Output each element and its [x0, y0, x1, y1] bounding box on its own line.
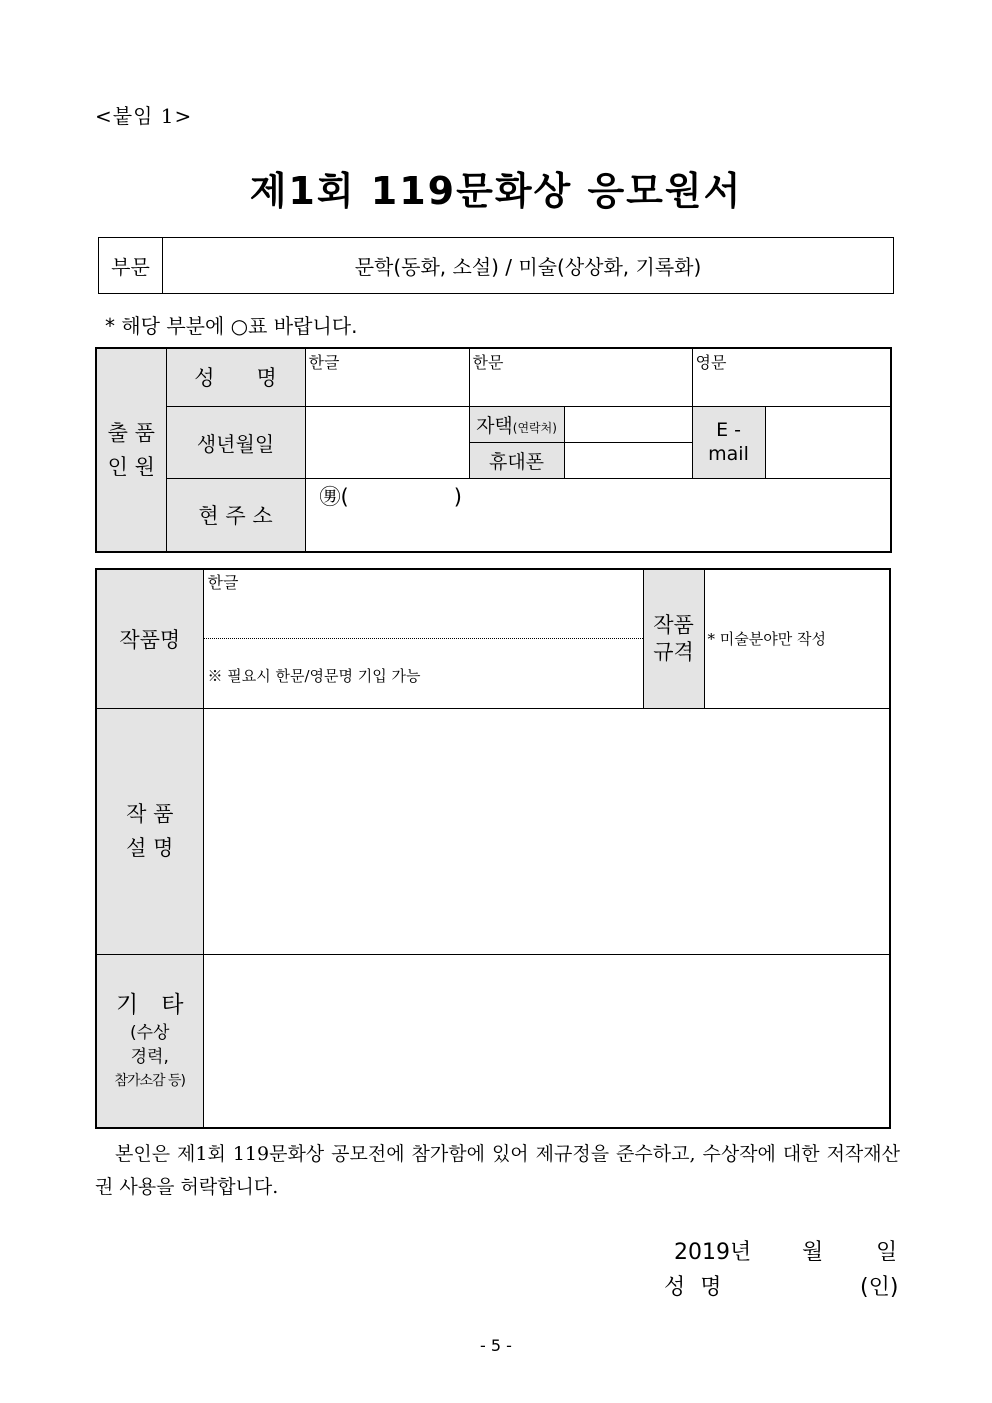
work-description-field[interactable]: [203, 708, 890, 954]
applicant-section-label: [96, 348, 166, 552]
etc-label-line2: (수상: [130, 1022, 170, 1043]
work-title-field[interactable]: [203, 569, 643, 708]
name-label: 성 명: [166, 348, 305, 406]
home-phone-label-main: 자택: [476, 414, 513, 437]
applicant-table: [95, 347, 892, 553]
email-label-line2: mail: [708, 443, 749, 465]
etc-label: [96, 954, 203, 1128]
email-label: [692, 406, 765, 478]
work-spec-label-line1: 작품: [653, 612, 694, 637]
etc-label-line1: 기 타: [116, 991, 184, 1018]
date-day: 일: [876, 1240, 898, 1265]
work-title-korean-label: 한글: [207, 573, 239, 592]
address-field[interactable]: [305, 478, 891, 552]
mobile-field[interactable]: [564, 442, 692, 478]
work-title-korean-line[interactable]: [204, 570, 643, 639]
division-table: [98, 237, 894, 294]
home-phone-label-sub: (연락처): [512, 420, 557, 435]
date-month: 월: [802, 1240, 824, 1265]
page-number: - 5 -: [480, 1336, 512, 1355]
birth-label: 생년월일: [166, 406, 305, 478]
work-spec-label: [643, 569, 704, 708]
name-hanja-label: 한문: [472, 353, 504, 372]
division-label: 부문: [99, 238, 163, 294]
signature-label: 성 명: [664, 1275, 726, 1300]
home-phone-label: [469, 406, 564, 442]
work-spec-note: * 미술분야만 작성: [707, 630, 826, 649]
etc-label-line3: 경력,: [130, 1046, 169, 1067]
name-korean-label: 한글: [308, 353, 340, 372]
selection-note: * 해당 부분에 ○표 바랍니다.: [105, 314, 358, 338]
consent-statement: 본인은 제1회 119문화상 공모전에 참가함에 있어 제규정을 준수하고, 수상작에 대한 저작재산권 사용을 허락합니다.: [95, 1143, 900, 1198]
date-year: 2019년: [674, 1240, 752, 1265]
work-spec-label-line2: 규격: [653, 639, 694, 664]
etc-label-line4: 참가소감 등): [114, 1072, 186, 1089]
email-field[interactable]: [765, 406, 891, 478]
work-spec-field[interactable]: [704, 569, 890, 708]
work-description-label: [96, 708, 203, 954]
work-description-label-line2: 설 명: [126, 836, 174, 860]
applicant-label-line2: 인 원: [107, 455, 155, 479]
birth-field[interactable]: [305, 406, 469, 478]
address-label: 현 주 소: [166, 478, 305, 552]
name-english-field[interactable]: [692, 348, 891, 406]
work-description-label-line1: 작 품: [126, 802, 174, 826]
work-title-note: ※ 필요시 한문/영문명 기입 가능: [207, 667, 421, 685]
email-label-line1: E -: [716, 419, 741, 441]
mobile-label: 휴대폰: [469, 442, 564, 478]
etc-field[interactable]: [203, 954, 890, 1128]
name-korean-field[interactable]: [305, 348, 469, 406]
work-title-label: 작품명: [96, 569, 203, 708]
postal-code-marker: ㊚( ): [319, 484, 462, 509]
page-title: 제1회 119문화상 응모원서: [249, 169, 743, 213]
work-table: [95, 568, 891, 1129]
name-hanja-field[interactable]: [469, 348, 692, 406]
name-english-label: 영문: [695, 353, 727, 372]
signature-seal: (인): [860, 1275, 899, 1300]
attachment-label: <붙임 1>: [95, 104, 193, 128]
home-phone-field[interactable]: [564, 406, 692, 442]
applicant-label-line1: 출 품: [107, 421, 155, 445]
division-value[interactable]: 문학(동화, 소설) / 미술(상상화, 기록화): [163, 238, 894, 294]
